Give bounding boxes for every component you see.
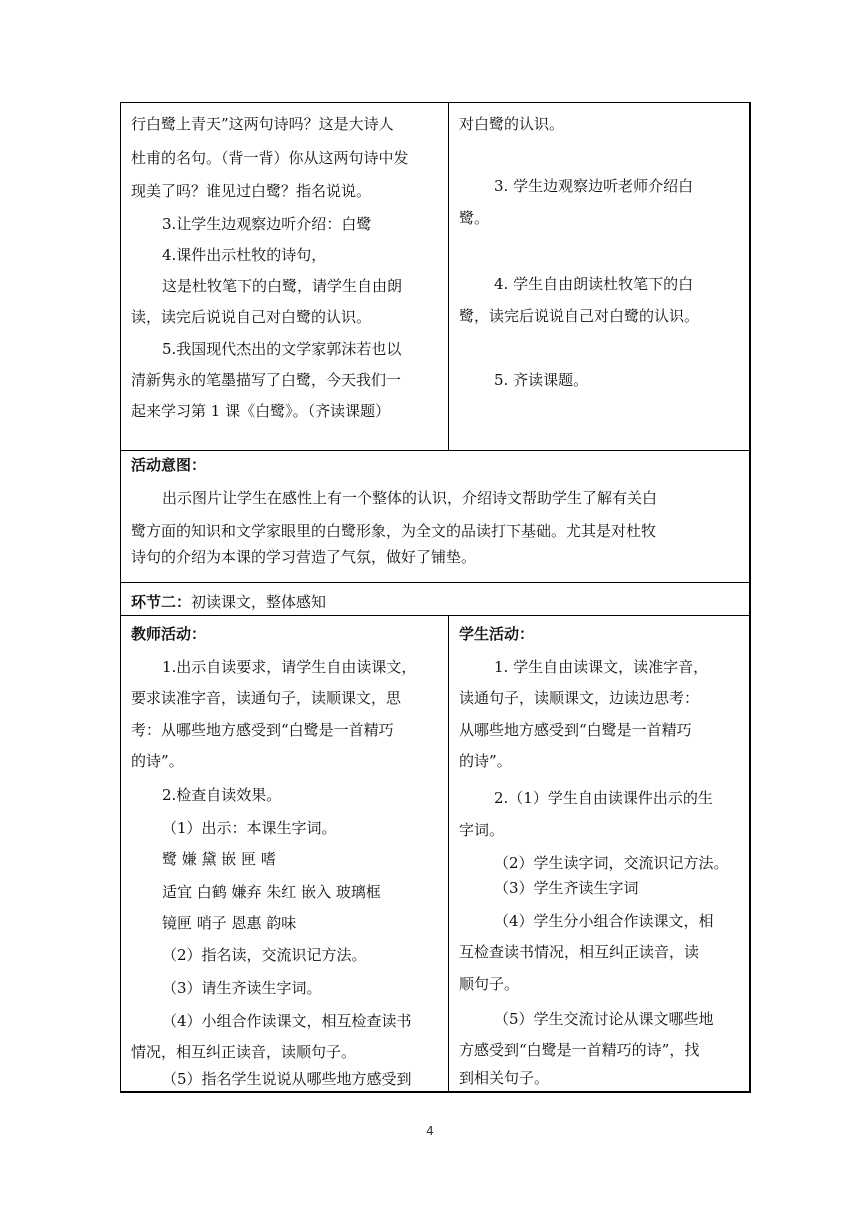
teacher-line: 1.出示自读要求，请学生自由读课文， bbox=[162, 658, 417, 676]
student-line: （4）学生分小组合作读课文，相 bbox=[494, 912, 714, 930]
top-student-line: 4. 学生自由朗读杜牧笔下的白 bbox=[494, 275, 694, 293]
student-line: 互检查读书情况，相互纠正读音，读 bbox=[459, 943, 700, 961]
teacher-line: 镜匣 哨子 恩惠 韵味 bbox=[162, 914, 297, 932]
top-teacher-line: 读，读完后说说自己对白鹭的认识。 bbox=[131, 308, 372, 326]
student-line: 到相关句子。 bbox=[459, 1069, 550, 1087]
intent-line: 诗句的介绍为本课的学习营造了气氛，做好了铺垫。 bbox=[131, 548, 477, 566]
student-line: 字词。 bbox=[459, 821, 505, 839]
section2-label: 环节二： bbox=[131, 593, 192, 611]
top-teacher-line: 杜甫的名句。（背一背）你从这两句诗中发 bbox=[131, 149, 409, 167]
top-student-line: 鹭，读完后说说自己对白鹭的认识。 bbox=[459, 307, 700, 325]
intent-line: 鹭方面的知识和文学家眼里的白鹭形象，为全文的品读打下基础。尤其是对杜牧 bbox=[131, 522, 657, 540]
top-teacher-line: 行白鹭上青天”这两句诗吗？这是大诗人 bbox=[131, 115, 394, 133]
student-line: 从哪些地方感受到“白鹭是一首精巧 bbox=[459, 721, 692, 739]
top-student-line: 3. 学生边观察边听老师介绍白 bbox=[494, 177, 694, 195]
student-line: 2.（1）学生自由读课件出示的生 bbox=[494, 789, 713, 807]
student-line: （3）学生齐读生字词 bbox=[494, 879, 639, 897]
teacher-line: 考：从哪些地方感受到“白鹭是一首精巧 bbox=[131, 721, 394, 739]
top-teacher-line: 现美了吗？谁见过白鹭？指名说说。 bbox=[131, 182, 372, 200]
teacher-line: 情况，相互纠正读音，读顺句子。 bbox=[131, 1043, 357, 1061]
teacher-heading: 教师活动： bbox=[131, 625, 207, 643]
teacher-line: （3）请生齐读生字词。 bbox=[162, 979, 322, 997]
teacher-line: （4）小组合作读课文，相互检查读书 bbox=[162, 1012, 412, 1030]
lesson-plan-table bbox=[120, 102, 751, 1093]
teacher-line: （2）指名读，交流识记方法。 bbox=[162, 946, 367, 964]
column-divider-bottom bbox=[448, 615, 449, 1092]
teacher-line: 适宜 白鹤 嫌弃 朱红 嵌入 玻璃框 bbox=[162, 883, 381, 901]
student-line: 1. 学生自由读课文，读准字音， bbox=[494, 658, 709, 676]
teacher-line: 2.检查自读效果。 bbox=[162, 786, 282, 804]
student-line: 读通句子，读顺课文，边读边思考： bbox=[459, 689, 700, 707]
student-heading: 学生活动： bbox=[459, 625, 535, 643]
teacher-line: （5）指名学生说说从哪些地方感受到 bbox=[162, 1070, 412, 1088]
column-divider-top bbox=[448, 102, 449, 450]
top-teacher-line: 起来学习第 1 课《白鹭》。（齐读课题） bbox=[131, 402, 391, 420]
student-line: 方感受到“白鹭是一首精巧的诗”，找 bbox=[459, 1041, 700, 1059]
teacher-line: 的诗”。 bbox=[131, 752, 184, 770]
intent-line: 出示图片让学生在感性上有一个整体的认识，介绍诗文帮助学生了解有关白 bbox=[162, 489, 658, 507]
teacher-line: （1）出示：本课生字词。 bbox=[162, 819, 337, 837]
student-line: （5）学生交流讨论从课文哪些地 bbox=[494, 1010, 714, 1028]
top-teacher-line: 这是杜牧笔下的白鹭，请学生自由朗 bbox=[162, 277, 403, 295]
teacher-line: 要求读准字音，读通句子，读顺课文，思 bbox=[131, 689, 402, 707]
top-teacher-line: 4.课件出示杜牧的诗句， bbox=[162, 246, 327, 264]
row-divider-section2 bbox=[120, 582, 750, 583]
top-teacher-line: 清新隽永的笔墨描写了白鹭，今天我们一 bbox=[131, 371, 402, 389]
top-student-line: 鹭。 bbox=[459, 209, 490, 227]
row-divider-intent bbox=[120, 450, 750, 451]
page-number: 4 bbox=[426, 1124, 434, 1138]
teacher-line: 鹭 嫌 黛 嵌 匣 嗜 bbox=[162, 850, 276, 868]
top-student-line: 对白鹭的认识。 bbox=[459, 115, 565, 133]
top-teacher-line: 5.我国现代杰出的文学家郭沫若也以 bbox=[162, 340, 402, 358]
section2-header bbox=[131, 586, 326, 619]
student-line: （2）学生读字词，交流识记方法。 bbox=[494, 854, 729, 872]
top-student-line: 5. 齐读课题。 bbox=[494, 371, 589, 389]
student-line: 顺句子。 bbox=[459, 975, 520, 993]
intent-heading: 活动意图： bbox=[131, 456, 207, 474]
top-teacher-line: 3.让学生边观察边听介绍：白鹭 bbox=[162, 215, 372, 233]
student-line: 的诗”。 bbox=[459, 752, 512, 770]
section2-title: 初读课文，整体感知 bbox=[191, 593, 327, 611]
